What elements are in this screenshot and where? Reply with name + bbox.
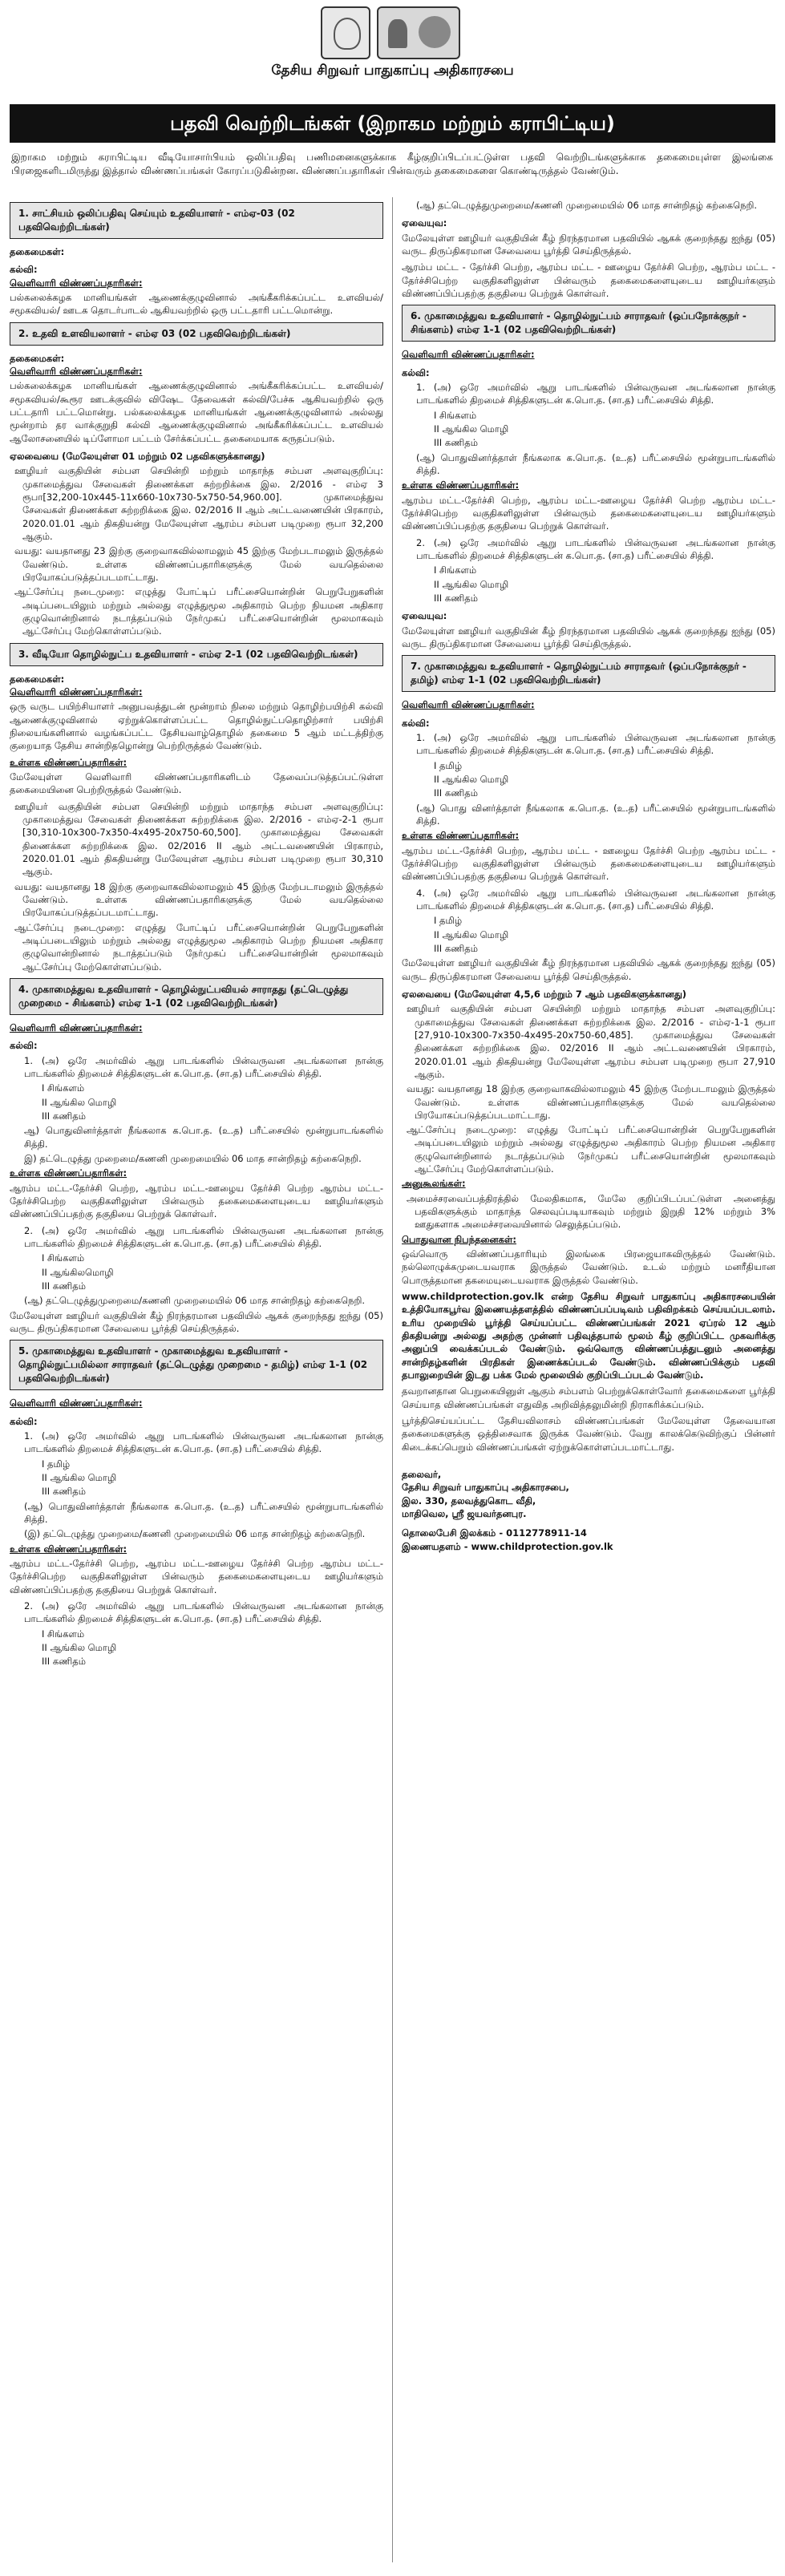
recruitment-text: ஆட்சேர்ப்பு நடைமுறை: எழுத்து போட்டிப் பரீட்சையொன்றின் பெறுபேறுகளின் அடிப்படையிலும் மற்றும் அல்லது எழுத்துமூல அதிகாரம் பெற்ற நியமன அதிகார குழுவொன்றினால் நடாத்தப்படும் நேர்முகப் பரீட்சையொன்றின் மூலமாகவும் ஆட்சேர்ப்பு மேற்கொள்ளப்படும். bbox=[407, 1124, 775, 1175]
post-5-title: 5. முகாமைத்துவ உதவியாளர் - முகாமைத்துவ உதவியாளர் - தொழில்நுட்பமில்லா சாராதவர் (தட்டெழுத்து முறைமை - தமிழ்) எம்ஏ 1-1 (02 பதவிவெற்றிடங்கள்) bbox=[10, 1340, 383, 1390]
post-5-internal-requirement: ஆரம்ப மட்ட-தேர்ச்சி பெற்ற, ஆரம்ப மட்ட-ஊழைய தேர்ச்சி பெற்ற ஆரம்ப மட்ட-தேர்ச்சிபெற்ற வகுதிகளிலுள்ள பின்வரும் தகைமைகளையுடைய ஊழியர்களும் விண்ணப்பிப்பதற்கு தகுதியை பெற்றுக் கொள்வர். bbox=[10, 1557, 383, 1595]
experience-text: ஆரம்ப மட்ட - தேர்ச்சி பெற்ற, ஆரம்ப மட்ட - ஊழைய தேர்ச்சி பெற்ற, ஆரம்ப மட்ட - தேர்ச்சிபெற்ற வகுதிகளிலுள்ள பின்வரும் தகைமைகளையுடைய ஊழியர்களும் விண்ணப்பிப்பதற்கு தகுதியை பெற்றுக் கொள்வர். bbox=[402, 261, 775, 299]
subject-item: III கணிதம் bbox=[42, 1656, 87, 1668]
external-applicants-heading: வெளிவாரி விண்ணப்பதாரிகள்: bbox=[402, 349, 535, 361]
subject-item: II ஆங்கில மொழி bbox=[42, 1096, 117, 1108]
post-5-item-b: (ஆ) பொதுவினர்த்தாள் நீங்கலாக க.பொ.த. (உ.த) பரீட்சையில் மூன்றுபாடங்களில் சித்தி. bbox=[24, 1500, 383, 1525]
subject-item: I சிங்களம் bbox=[434, 409, 477, 421]
subject-item: II ஆங்கில மொழி bbox=[42, 1471, 117, 1483]
note-text: பூர்த்திசெய்யப்பட்ட தேசியவிலாசம் விண்ணப்பங்கள் மேலேயுள்ள தேவையான தகைமைகளுக்கு ஒத்திசைவாக இருக்க வேண்டும். வேறு காலக்கெடுவிற்குப் பின்னர் கிடைக்கப்பெறும் விண்ணப்பங்கள் ஏற்றுக்கொள்ளப்படமாட்டாது. bbox=[402, 1415, 775, 1453]
post-4-item-2a: 2. (அ) ஒரே அமர்வில் ஆறு பாடங்களில் பின்வருவன அடங்கலான நான்கு பாடங்களில் திறமைச் சித்திகளுடன் க.பொ.த. (சா.த) பரீட்சையில் சித்தி. bbox=[24, 1224, 383, 1249]
post-6-title: 6. முகாமைத்துவ உதவியாளர் - தொழில்நுட்பம் சாராதவர் (ஒப்பநோக்குநர் - சிங்களம்) எம்ஏ 1-1 (02 பதவிவெற்றிடங்கள்) bbox=[402, 305, 775, 342]
subject-item: I தமிழ் bbox=[42, 1458, 71, 1470]
qualifications-heading: தகைமைகள்: bbox=[10, 673, 65, 685]
post-4-item-b: ஆ) பொதுவினர்த்தாள் நீங்கலாக க.பொ.த. (உ.த) பரீட்சையில் மூன்றுபாடங்களில் சித்தி. bbox=[24, 1125, 383, 1150]
qualifications-heading: தகைமைகள்: bbox=[10, 246, 65, 258]
post-7-internal-requirement: ஆரம்ப மட்ட-தேர்ச்சி பெற்ற, ஆரம்ப மட்ட - ஊழைய தேர்ச்சி பெற்ற ஆரம்ப மட்ட - தேர்ச்சிபெற்ற வகுதிகளிலுள்ள பின்வரும் தகைமைகளையுடைய ஊழியர்களும் விண்ணப்பிப்பதற்கு தகுதியை பெற்றுக் கொள்வர். bbox=[402, 844, 775, 883]
post-5-item-c: (இ) தட்டெழுத்து முறைமை/கணனி முறைமையில் 06 மாத சான்றிதழ் கற்கைநெறி. bbox=[24, 1528, 366, 1540]
organization-name: தேசிய சிறுவர் பாதுகாப்பு அதிகாரசபை bbox=[271, 63, 514, 79]
intro-paragraph: இறாகம மற்றும் கராபிட்டிய வீடியோசார்பியம் ஒலிப்பதிவு பணிமனைகளுக்காக கீழ்குறிப்பிடப்பட்டுள்ள பதவி வெற்றிடங்களுக்காக தகைமையுள்ள இலங்கை பிரஜைகளிடமிருந்து இத்தால் விண்ணப்பங்கள் கோரப்படுகின்றன. விண்ணப்பதாரிகள் பின்வரும் தகைமைகளை கொண்டிருத்தல் வேண்டும். bbox=[11, 152, 773, 177]
education-heading: கல்வி: bbox=[10, 1415, 38, 1427]
external-applicants-heading: வெளிவாரி விண்ணப்பதாரிகள்: bbox=[402, 699, 535, 711]
post-3-requirement: ஒரு வருட பயிற்சியாளர் அனுபவத்துடன் மூன்றாம் நிலை மற்றும் தொழிற்பயிற்சி கல்வி ஆணைக்குழுவினால் ஏற்றுக்கொள்ளப்பட்ட தொழில்நுட்பதொழிற்சார் பயிற்சி நிலையங்களினால் வழங்கப்பட்ட தேசியவாழ்தொழில் தகைமை 5 ஆம் மட்டத்திற்கு குறையாத தேசிய சான்றிதழொன்று பெற்றிருத்தல் வேண்டும். bbox=[10, 701, 383, 752]
national-emblem-logo bbox=[321, 6, 370, 59]
address-line: மாதிவெல, ஸ்ரீ ஜயவர்தனபுர. bbox=[402, 1508, 527, 1520]
salary-text: ஊழியர் வகுதியின் சம்பள செயின்றி மற்றும் மாதாந்த சம்பள அளவுகுறிப்பு: முகாமைத்துவ சேவைகள் திணைக்கள சுற்றறிக்கை இல. 2/2016 - எம்ஏ 3 ரூபா[32,200-10x445-11x660-10x730-5x750-54,960.00]. முகாமைத்துவ சேவைகள் திணைக்கள சுற்றறிக்கை இல. 02/2016 II ஆம் அட்டவணையின் பிரகாரம், 2020.01.01 ஆம் திகதியன்று மேலேயுள்ள ஆரம்ப சம்பள படிமுறை ரூபா 32,200 ஆகும். bbox=[14, 465, 383, 542]
experience-text: மேலேயுள்ள ஊழியர் வகுதியின் கீழ் நிரந்தரமான பதவியில் ஆகக் குறைந்தது ஐந்து (05) வருட திருப்திகரமான சேவையை பூர்த்தி செய்திருத்தல். bbox=[402, 625, 775, 649]
application-instructions: www.childprotection.gov.lk என்ற தேசிய சிறுவர் பாதுகாப்பு அதிகாரசபையின் உத்தியோகபூர்வ இணையத்தளத்தில் விண்ணப்பப்படிவம் பதிவிறக்கம் செய்யப்படலாம். உரிய முறையில் பூர்த்தி செய்யப்பட்ட விண்ணப்பங்கள் 2021 ஏப்ரல் 12 ஆம் திகதியன்று அல்லது அதற்கு முன்னர் பதிவுத்தபால் மூலம் கீழ் குறிப்பிட்ட முகவரிக்கு அனுப்பி வைக்கப்படல் வேண்டும். ஒவ்வொரு விண்ணப்பத்துடனும் அனைத்து சான்றிதழ்களின் பிரதிகள் இணைக்கப்படல் வேண்டும். விண்ணப்பிக்கும் பதவி தபாலுறையின் இடது பக்க மேல் மூலையில் குறிப்பிடப்படல் வேண்டும். bbox=[402, 1291, 775, 1381]
subject-item: III கணிதம் bbox=[434, 787, 479, 799]
qualifications-heading: தகைமைகள்: bbox=[10, 352, 65, 364]
subject-item: III கணிதம் bbox=[434, 592, 479, 604]
address-line: இல. 330, தலவத்துகொட வீதி, bbox=[402, 1494, 536, 1506]
left-column bbox=[10, 197, 383, 1668]
subject-item: II ஆங்கில மொழி bbox=[434, 578, 509, 590]
post-7-item-a: 1. (அ) ஒரே அமர்வில் ஆறு பாடங்களில் பின்வருவன அடங்கலான நான்கு பாடங்களில் திறமைச் சித்திகளுடன் க.பொ.த. (சா.த) பரீட்சையில் சித்தி. bbox=[416, 731, 775, 757]
post-2-requirement: பல்கலைக்கழக மானியங்கள் ஆணைக்குழுவினால் அங்கீகரிக்கப்பட்ட உளவியல்/சமூகவியல்/கூரூர ஊடக்குவில் விஷேட தேவைகள் கல்வி/பேச்சு ஆகியவற்றில் ஒரு பட்டதாரி பட்டமொன்று. பல்கலைக்கழக மானியங்கள் ஆணைக்குழுவினால் அல்லது மூன்றாம் தர வாக்குறுதி கல்வி ஆணைக்குழுவினால் அங்கீகரிக்கப்பட்ட உளவியல் ஆலோசனையில் டிப்ளோமா பட்டம் சேர்க்கப்பட்ட தகைமையாக கருதப்படும். bbox=[10, 380, 383, 444]
website-url[interactable]: - www.childprotection.gov.lk bbox=[463, 1540, 613, 1552]
external-applicants-heading: வெளிவாரி விண்ணப்பதாரிகள்: bbox=[10, 685, 143, 698]
experience-text: மேலேயுள்ள ஊழியர் வகுதியின் கீழ் நிரந்தரமான பதவியில் ஆகக் குறைந்தது ஐந்து (05) வருட திருப்திகரமான சேவையை பூர்த்தி செய்திருத்தல். bbox=[402, 232, 775, 257]
post-4-experience: மேலேயுள்ள ஊழியர் வகுதியின் கீழ் நிரந்தரமான பதவியில் ஆகக் குறைந்தது ஐந்து (05) வருட திருப்திகரமான சேவையை பூர்த்தி செய்திருத்தல். bbox=[10, 1309, 383, 1334]
subject-item: I தமிழ் bbox=[434, 759, 463, 771]
subject-item: II ஆங்கிலமொழி bbox=[42, 1266, 114, 1278]
note-text: தவறானதான பெறுகையினுள் ஆகும் சம்பளம் பெற்றுக்கொள்வோர் தகைமைகளை பூர்த்தி செய்யாத விண்ணப்பங்கள் எதுவித அறிவித்தலுமின்றி நிராகரிக்கப்படும். bbox=[402, 1385, 775, 1410]
subject-item: III கணிதம் bbox=[42, 1110, 87, 1122]
allowances-heading: அனுகூலங்கள்: bbox=[402, 1178, 466, 1190]
salary-heading: ஏலவையை (மேலேயுள்ள 01 மற்றும் 02 பதவிகளுக்கானது) bbox=[10, 451, 265, 463]
post-2-title: 2. உதவி உளவியலாளர் - எம்ஏ 03 (02 பதவிவெற்றிடங்கள்) bbox=[10, 322, 383, 346]
phone-line bbox=[402, 1527, 775, 1539]
subject-item: II ஆங்கில மொழி bbox=[434, 423, 509, 435]
subject-item: III கணிதம் bbox=[434, 942, 479, 954]
external-applicants-heading: வெளிவாரி விண்ணப்பதாரிகள்: bbox=[10, 366, 143, 378]
authority-logo bbox=[377, 6, 460, 59]
post-4-item-a: 1. (அ) ஒரே அமர்வில் ஆறு பாடங்களில் பின்வருவன அடங்கலான நான்கு பாடங்களில் திறமைச் சித்திகளுடன் க.பொ.த. (சா.த) பரீட்சையில் சித்தி. bbox=[24, 1054, 383, 1079]
age-text: வயது: வயதானது 18 இற்கு குறைவாகவில்லாமலும் 45 இற்கு மேற்படாமலும் இருத்தல் வேண்டும். உள்ளக விண்ணப்பதாரிகளுக்கு மேல் வயதெல்லை பிரயோகப்படுத்தப்படமாட்டாது. bbox=[14, 880, 383, 919]
salary-text: ஊழியர் வகுதியின் சம்பள செயின்றி மற்றும் மாதாந்த சம்பள அளவுகுறிப்பு: முகாமைத்துவ சேவைகள் திணைக்கள சுற்றறிக்கை இல. 2/2016 - எம்ஏ-2-1 ரூபா [30,310-10x300-7x350-4x495-20x750-60,500]. முகாமைத்துவ சேவைகள் திணைக்கள சுற்றறிக்கை இல. 02/2016 II ஆம் அட்டவணையின் பிரகாரம், 2020.01.01 ஆம் திகதியன்று மேலேயுள்ள ஆரம்ப சம்பள படிமுறை ரூபா 30,310 ஆகும். bbox=[14, 800, 383, 878]
subject-item: II ஆங்கில மொழி bbox=[434, 773, 509, 785]
phone-number: - 0112778911-14 bbox=[499, 1527, 587, 1539]
address-line: தேசிய சிறுவர் பாதுகாப்பு அதிகாரசபை, bbox=[402, 1482, 569, 1494]
column-divider bbox=[392, 197, 393, 2562]
subject-item: I சிங்களம் bbox=[434, 564, 477, 576]
education-heading: கல்வி: bbox=[402, 366, 430, 378]
right-column bbox=[402, 197, 775, 1553]
allowances-text: அமைச்சரவைப்பத்திரத்தில் மேலதிகமாக, மேலே குறிப்பிடப்பட்டுள்ள அனைத்து பதவிகளுக்கும் மாதாந்த செலவுப்படியாகவும் மற்றும் இறுதி 12% மற்றும் 3% ஊதுகளாக அமைச்சரவையினால் செலுத்தப்படும். bbox=[407, 1192, 775, 1231]
subject-item: I சிங்களம் bbox=[42, 1082, 85, 1094]
chairman-title: தலைவர், bbox=[402, 1469, 442, 1481]
post-4-title: 4. முகாமைத்துவ உதவியாளர் - தொழில்நுட்பவியல் சாராதது (தட்டெழுத்து முறைமை - சிங்களம்) எம்ஏ 1-1 (02 பதவிவெற்றிடங்கள்) bbox=[10, 978, 383, 1015]
experience-heading: ஏவையுவ: bbox=[402, 610, 447, 622]
subject-item: I சிங்களம் bbox=[42, 1628, 85, 1640]
post-5-item-a: 1. (அ) ஒரே அமர்வில் ஆறு பாடங்களில் பின்வருவன அடங்கலான நான்கு பாடங்களில் திறமைச் சித்திகளுடன் க.பொ.த. (சா.த) பரீட்சையில் சித்தி. bbox=[24, 1430, 383, 1455]
post-1-requirement: பல்கலைக்கழக மானியங்கள் ஆணைக்குழுவினால் அங்கீகரிக்கப்பட்ட உளவியல்/சமூகவியல்/ ஊடக தொடர்பாடல் ஆகியவற்றில் ஒரு பட்டதாரி பட்டமொன்று. bbox=[10, 292, 383, 317]
post-5-item-2a: 2. (அ) ஒரே அமர்வில் ஆறு பாடங்களில் பின்வருவன அடங்கலான நான்கு பாடங்களில் திறமைச் சித்திகளுடன் க.பொ.த. (சா.த) பரீட்சையில் சித்தி. bbox=[24, 1599, 383, 1625]
post-6-internal-requirement: ஆரம்ப மட்ட-தேர்ச்சி பெற்ற, ஆரம்ப மட்ட-ஊழைய தேர்ச்சி பெற்ற ஆரம்ப மட்ட-தேர்ச்சிபெற்ற வகுதிகளிலுள்ள பின்வரும் தகைமைகளையுடைய ஊழியர்களும் விண்ணப்பிப்பதற்கு தகுதியை பெற்றுக் கொள்வர். bbox=[402, 494, 775, 532]
post-1-title: 1. சாட்சியம் ஒலிப்பதிவு செய்யும் உதவியாளர் - எம்ஏ-03 (02 பதவிவெற்றிடங்கள்) bbox=[10, 202, 383, 239]
masthead bbox=[0, 0, 785, 96]
post-4-internal-requirement: ஆரம்ப மட்ட-தேர்ச்சி பெற்ற, ஆரம்ப மட்ட-ஊழைய தேர்ச்சி பெற்ற ஆரம்ப மட்ட-தேர்ச்சிபெற்ற வகுதிகளிலுள்ள பின்வரும் தகைமைகளையுடைய ஊழியர்களும் விண்ணப்பிப்பதற்கு தகுதியை பெற்றுக் கொள்வர். bbox=[10, 1182, 383, 1220]
subject-item: II ஆங்கில மொழி bbox=[42, 1641, 117, 1653]
education-heading: கல்வி: bbox=[402, 717, 430, 729]
experience-heading: ஏவையுவ: bbox=[402, 217, 447, 229]
age-text: வயது: வயதானது 18 இற்கு குறைவாகவில்லாமலும் 45 இற்கு மேற்படாமலும் இருத்தல் வேண்டும். உள்ளக விண்ணப்பதாரிகளுக்கு மேல் வயதெல்லை பிரயோகப்படுத்தப்படமாட்டாது. bbox=[407, 1083, 775, 1121]
general-conditions-text: ஒவ்வொரு விண்ணப்பதாரியும் இலங்கை பிரஜையாகவிருத்தல் வேண்டும். நல்லொழுக்கமுடையவராக இருத்தல் வேண்டும். உடல் மற்றும் மனரீதியான பொருத்தமான தகமையுடையவராக இருத்தல் வேண்டும். bbox=[402, 1248, 775, 1286]
post-4-item-c: இ) தட்டெழுத்து முறைமை/கணனி முறைமையில் 06 மாத சான்றிதழ் கற்கைநெறி. bbox=[24, 1152, 362, 1164]
vacancies-banner: பதவி வெற்றிடங்கள் (இறாகம மற்றும் கராபிட்டிய) bbox=[10, 104, 775, 143]
website-line bbox=[402, 1540, 775, 1553]
post-7-item-2a: 4. (அ) ஒரே அமர்வில் ஆறு பாடங்களில் பின்வருவன அடங்கலான நான்கு பாடங்களில் திறமைச் சித்திகளுடன் க.பொ.த. (சா.த) பரீட்சையில் சித்தி. bbox=[416, 887, 775, 912]
recruitment-text: ஆட்சேர்ப்பு நடைமுறை: எழுத்து போட்டிப் பரீட்சையொன்றின் பெறுபேறுகளின் அடிப்படையிலும் மற்றும் அல்லது எழுத்துமூல அதிகாரம் பெற்ற நியமன அதிகார குழுவொன்றினால் நடாத்தப்படும் நேர்முகப் பரீட்சையொன்றின் மூலமாகவும் ஆட்சேர்ப்பு மேற்கொள்ளப்படும். bbox=[14, 921, 383, 973]
general-conditions-heading: பொதுவான நிபந்தனைகள்: bbox=[402, 1233, 516, 1245]
education-heading: கல்வி: bbox=[10, 264, 38, 276]
internal-applicants-heading: உள்ளக விண்ணப்பதாரிகள்: bbox=[402, 479, 520, 491]
website-label: இணையதளம் bbox=[402, 1540, 461, 1552]
post-7-item-b: (ஆ) பொது வினர்த்தாள் நீங்கலாக க.பொ.த. (உ.த) பரீட்சையில் மூன்றுபாடங்களில் சித்தி. bbox=[416, 802, 775, 827]
post-4-item-2b: (ஆ) தட்டெழுத்துமுறைமை/கணனி முறைமையில் 06 மாத சான்றிதழ் கற்கைநெறி. bbox=[24, 1295, 366, 1307]
external-applicants-heading: வெளிவாரி விண்ணப்பதாரிகள்: bbox=[10, 1021, 143, 1033]
subject-item: III கணிதம் bbox=[42, 1280, 87, 1292]
salary-text: ஊழியர் வகுதியின் சம்பள செயின்றி மற்றும் மாதாந்த சம்பள அளவுகுறிப்பு: முகாமைத்துவ சேவைகள் திணைக்கள சுற்றறிக்கை இல. 2/2016 - எம்ஏ-1-1 ரூபா [27,910-10x300-7x350-4x495-20x750-60,485]. முகாமைத்துவ சேவைகள் திணைக்கள சுற்றறிக்கை இல. 02/2016 II ஆம் அட்டவணையின் பிரகாரம், 2020.01.01 ஆம் திகதியன்று மேலேயுள்ள ஆரம்ப சம்பள படிமுறை ரூபா 27,910 ஆகும். bbox=[407, 1003, 775, 1080]
post-6-item-b: (ஆ) பொதுவினர்த்தாள் நீங்கலாக க.பொ.த. (உ.த) பரீட்சையில் மூன்றுபாடங்களில் சித்தி. bbox=[416, 451, 775, 476]
post-6-item-a: 1. (அ) ஒரே அமர்வில் ஆறு பாடங்களில் பின்வருவன அடங்கலான நான்கு பாடங்களில் திறமைச் சித்திகளுடன் க.பொ.த. (சா.த) பரீட்சையில் சித்தி. bbox=[416, 382, 775, 406]
internal-applicants-heading: உள்ளக விண்ணப்பதாரிகள்: bbox=[10, 756, 127, 768]
internal-applicants-heading: உள்ளக விண்ணப்பதாரிகள்: bbox=[10, 1543, 127, 1555]
age-text: வயது: வயதானது 23 இற்கு குறைவாகவில்லாமலும் 45 இற்கு மேற்படாமலும் இருத்தல் வேண்டும். உள்ளக விண்ணப்பதாரிகளுக்கு மேல் வயதெல்லை பிரயோகப்படுத்தப்படமாட்டாது. bbox=[14, 545, 383, 583]
subject-item: III கணிதம் bbox=[42, 1486, 87, 1498]
internal-applicants-heading: உள்ளக விண்ணப்பதாரிகள்: bbox=[402, 830, 520, 842]
post-7-title: 7. முகாமைத்துவ உதவியாளர் - தொழில்நுட்பம் சாராதவர் (ஒப்பநோக்குநர் - தமிழ்) எம்ஏ 1-1 (02 பதவிவெற்றிடங்கள்) bbox=[402, 655, 775, 692]
recruitment-text: ஆட்சேர்ப்பு நடைமுறை: எழுத்து போட்டிப் பரீட்சையொன்றின் பெறுபேறுகளின் அடிப்படையிலும் மற்றும் அல்லது எழுத்துமூல அதிகாரம் பெற்ற நியமன அதிகார குழுவொன்றினால் நடாத்தப்படும் நேர்முகப் பரீட்சையொன்றின் மூலமாகவும் ஆட்சேர்ப்பு மேற்கொள்ளப்படும். bbox=[14, 586, 383, 637]
subject-item: II ஆங்கில மொழி bbox=[434, 928, 509, 940]
post-6-item-2a: 2. (அ) ஒரே அமர்வில் ஆறு பாடங்களில் பின்வருவன அடங்கலான நான்கு பாடங்களில் திறமைச் சித்திகளுடன் க.பொ.த. (சா.த) பரீட்சையில் சித்தி. bbox=[416, 536, 775, 561]
subject-item: III கணிதம் bbox=[434, 437, 479, 449]
continued-item: (ஆ) தட்டெழுத்துமுறைமை/கணனி முறைமையில் 06 மாத சான்றிதழ் கற்கைநெறி. bbox=[416, 200, 758, 211]
education-heading: கல்வி: bbox=[10, 1040, 38, 1052]
internal-applicants-heading: உள்ளக விண்ணப்பதாரிகள்: bbox=[10, 1167, 127, 1179]
phone-label: தொலைபேசி இலக்கம் bbox=[402, 1527, 496, 1539]
external-applicants-heading: வெளிவாரி விண்ணப்பதாரிகள்: bbox=[10, 1397, 143, 1409]
subject-item: I தமிழ் bbox=[434, 915, 463, 927]
subject-item: I சிங்களம் bbox=[42, 1252, 85, 1264]
post-3-internal-requirement: மேலேயுள்ள வெளிவாரி விண்ணப்பதாரிகளிடம் தேவைப்படுத்தப்பட்டுள்ள தகைமையினை பெற்றிருத்தல் வேண்டும். bbox=[10, 770, 383, 796]
external-applicants-heading: வெளிவாரி விண்ணப்பதாரிகள்: bbox=[10, 277, 143, 289]
post-3-title: 3. வீடியோ தொழில்நுட்ப உதவியாளர் - எம்ஏ 2-1 (02 பதவிவெற்றிடங்கள்) bbox=[10, 643, 383, 666]
salary-heading: ஏலவையை (மேலேயுள்ள 4,5,6 மற்றும் 7 ஆம் பதவிகளுக்கானது) bbox=[402, 988, 687, 1000]
experience-text: மேலேயுள்ள ஊழியர் வகுதியின் கீழ் நிரந்தரமான பதவியில் ஆகக் குறைந்தது ஐந்து (05) வருட திருப்திகரமான சேவையை பூர்த்தி செய்திருத்தல். bbox=[402, 957, 775, 982]
